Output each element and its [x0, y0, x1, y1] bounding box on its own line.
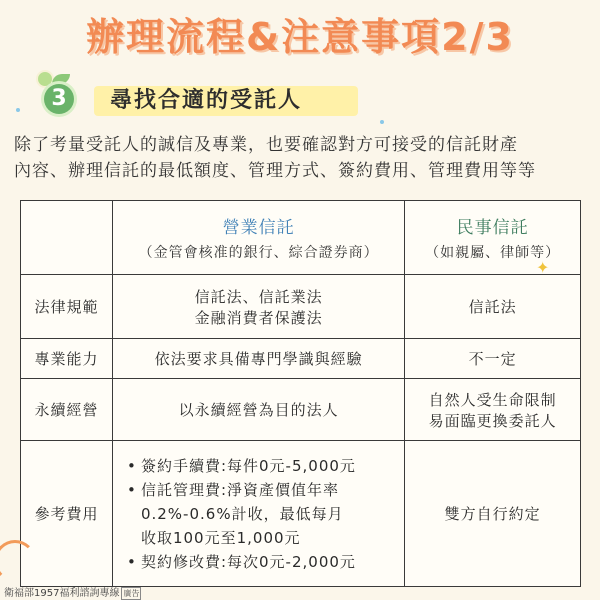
table-header-row — [21, 201, 581, 275]
footer-credit — [4, 584, 141, 600]
header-civil-trust — [405, 201, 581, 275]
cell-law-business — [112, 275, 404, 339]
table-row-law — [21, 275, 581, 339]
table-row-fees — [21, 441, 581, 587]
table-row-expertise — [21, 339, 581, 379]
dot-decoration — [380, 120, 384, 124]
civil-trust-note: （如親屬、律師等） — [425, 245, 561, 261]
fee-list — [117, 454, 400, 574]
cell-continuity-business: 以永續經營為目的法人 — [112, 379, 404, 441]
intro-line-2: 內容、辦理信託的最低額度、管理方式、簽約費用、管理費用等等 — [14, 161, 536, 181]
fee-line: 契約修改費:每次0元-2,000元 — [140, 552, 356, 571]
cell-line: 金融消費者保護法 — [194, 308, 323, 327]
cell-continuity-civil — [405, 379, 581, 441]
business-trust-name: 營業信託 — [222, 218, 295, 238]
dot-decoration — [16, 108, 20, 112]
fee-line: 簽約手續費:每件0元-5,000元 — [140, 456, 356, 475]
business-trust-note: （金管會核准的銀行、綜合證券商） — [138, 245, 379, 261]
intro-line-1: 除了考量受託人的誠信及專業，也要確認對方可接受的信託財產 — [14, 135, 518, 155]
fee-item-signing — [127, 454, 400, 478]
cell-line: 自然人受生命限制 — [428, 390, 557, 409]
civil-trust-name: 民事信託 — [456, 218, 529, 238]
fee-line: • 信託管理費:淨資產價值年率 — [140, 480, 340, 499]
fee-line: 收取100元至1,000元 — [140, 528, 301, 547]
page-title: 辦理流程&注意事項2/3 — [86, 15, 514, 59]
cell-line: 信託法、信託業法 — [194, 287, 323, 306]
footer-text: 衛福部1957福利諮詢專線 — [4, 588, 120, 599]
fee-item-management — [127, 478, 400, 550]
cell-law-civil: 信託法 — [405, 275, 581, 339]
row-label-law: 法律規範 — [21, 275, 113, 339]
fee-line: 0.2%-0.6%計收，最低每月 — [140, 504, 344, 523]
cell-expertise-civil: 不一定 — [405, 339, 581, 379]
row-label-expertise: 專業能力 — [21, 339, 113, 379]
table-row-continuity — [21, 379, 581, 441]
cell-fees-civil: 雙方自行約定 — [405, 441, 581, 587]
sparkle-icon: ✦ — [536, 258, 550, 277]
cell-expertise-business: 依法要求具備專門學識與經驗 — [112, 339, 404, 379]
step-title: 尋找合適的受託人 — [110, 88, 303, 113]
cell-fees-business — [112, 441, 404, 587]
step-number-badge: 3 — [44, 84, 74, 114]
ad-tag: 廣告 — [123, 588, 140, 598]
header-business-trust — [112, 201, 404, 275]
header-empty-cell — [21, 201, 113, 275]
fee-item-amendment — [127, 550, 400, 574]
row-label-continuity: 永續經營 — [21, 379, 113, 441]
intro-text — [14, 132, 594, 184]
leaf-icon — [52, 74, 70, 84]
row-label-fees: 參考費用 — [21, 441, 113, 587]
comparison-table — [20, 200, 581, 587]
cell-line: 易面臨更換委託人 — [428, 411, 557, 430]
